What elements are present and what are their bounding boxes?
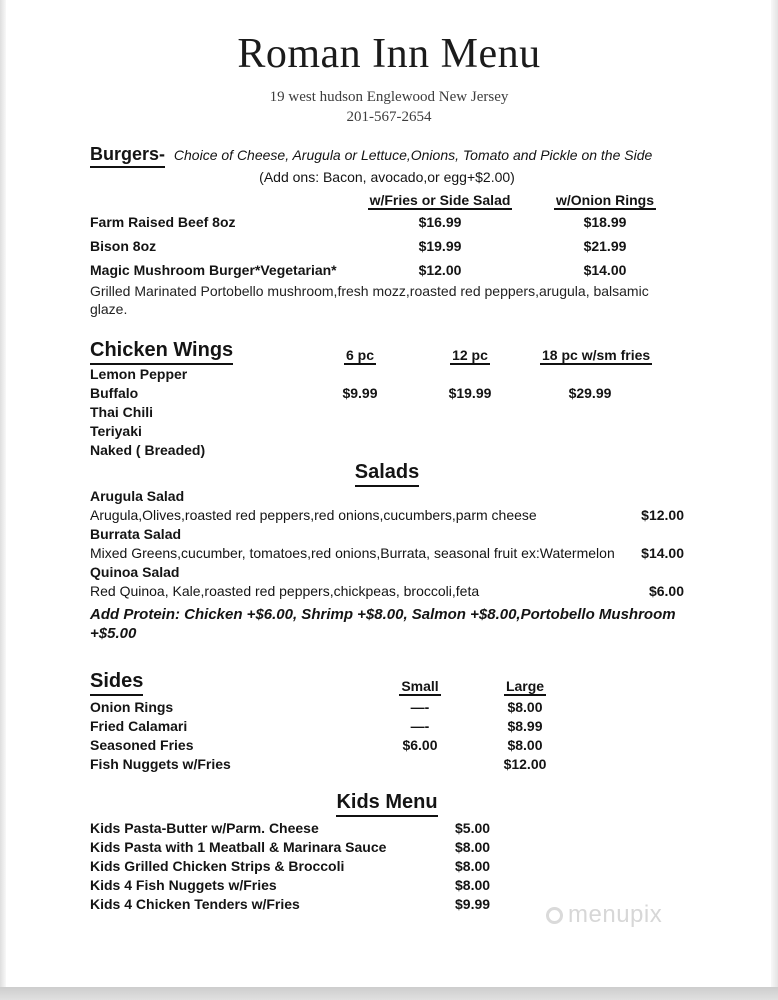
wing-flavor-row (90, 365, 684, 384)
side-item-row (90, 736, 684, 755)
wing-price-18pc: $29.99 (568, 385, 612, 401)
menu-content (0, 143, 778, 914)
wings-header-row (90, 338, 684, 365)
scan-edge-right (771, 0, 778, 987)
section-chicken-wings (90, 338, 684, 460)
section-salads (90, 460, 684, 643)
item-price-fries: $19.99 (418, 238, 462, 254)
side-price-small: —- (410, 699, 430, 715)
kids-item-price: $9.99 (455, 896, 491, 912)
menu-item-row (90, 210, 684, 234)
burgers-table (90, 192, 684, 318)
sides-column-small: Small (401, 678, 439, 694)
salads-heading-row (90, 460, 684, 487)
burgers-column-fries-or-salad: w/Fries or Side Salad (369, 192, 511, 208)
burgers-column-onion-rings: w/Onion Rings (556, 192, 654, 208)
add-protein-note: Add Protein: Chicken +$6.00, Shrimp +$8.00, Salmon +$8.00,Portobello Mushroom +$5.00 (90, 606, 676, 642)
item-price-fries: $16.99 (418, 214, 462, 230)
burgers-column-header-row (90, 192, 684, 210)
side-name: Fried Calamari (90, 718, 188, 734)
side-item-row (90, 698, 684, 717)
kids-item-row (90, 857, 684, 876)
scan-edge-left (0, 0, 6, 987)
item-price-rings: $18.99 (583, 214, 627, 230)
restaurant-title: Roman Inn Menu (237, 31, 541, 77)
item-name: Magic Mushroom Burger*Vegetarian* (90, 262, 337, 278)
section-sides (90, 669, 684, 774)
side-name: Seasoned Fries (90, 737, 194, 753)
side-price-large: $8.00 (507, 737, 543, 753)
kids-item-name: Kids 4 Fish Nuggets w/Fries (90, 877, 277, 893)
sides-column-large: Large (505, 678, 545, 694)
salad-price: $6.00 (648, 583, 684, 599)
side-price-large: $8.99 (507, 718, 543, 734)
burgers-choice-note: Choice of Cheese, Arugula or Lettuce,Onions, Tomato and Pickle on the Side (173, 147, 653, 163)
salad-item (90, 563, 684, 601)
item-price-rings: $14.00 (583, 262, 627, 278)
wing-flavor: Thai Chili (90, 404, 153, 420)
wing-flavor-row (90, 422, 684, 441)
kids-table (90, 819, 684, 914)
side-item-row (90, 755, 684, 774)
salad-price: $14.00 (641, 545, 684, 561)
restaurant-phone: 201-567-2654 (346, 109, 432, 125)
salad-name: Quinoa Salad (90, 564, 180, 580)
salad-description: Mixed Greens,cucumber, tomatoes,red onions,Burrata, seasonal fruit ex:Watermelon (90, 545, 615, 561)
wings-column-6pc: 6 pc (345, 347, 374, 363)
scan-edge-bottom (0, 987, 778, 1000)
kids-item-price: $8.00 (455, 877, 491, 893)
kids-item-price: $8.00 (455, 858, 491, 874)
sides-table (90, 698, 684, 774)
salads-heading: Salads (355, 460, 419, 487)
burgers-headline (90, 143, 684, 168)
salad-name: Burrata Salad (90, 526, 182, 542)
item-description: Grilled Marinated Portobello mushroom,fresh mozz,roasted red peppers,arugula, balsamic glaze. (90, 283, 649, 317)
section-burgers (90, 143, 684, 318)
salad-name: Arugula Salad (90, 488, 185, 504)
kids-item-price: $5.00 (455, 820, 491, 836)
burgers-addons-note: (Add ons: Bacon, avocado,or egg+$2.00) (259, 169, 515, 185)
kids-item-name: Kids 4 Chicken Tenders w/Fries (90, 896, 300, 912)
wings-heading: Chicken Wings (90, 338, 233, 365)
salad-item (90, 487, 684, 525)
side-price-small: $6.00 (402, 737, 438, 753)
sides-heading: Sides (90, 669, 143, 696)
wing-flavor-row (90, 403, 684, 422)
kids-item-price: $8.00 (455, 839, 491, 855)
kids-item-row (90, 819, 684, 838)
kids-heading-row (90, 790, 684, 817)
menupix-watermark (546, 902, 662, 928)
wing-flavor: Naked ( Breaded) (90, 442, 206, 458)
menu-item-row (90, 234, 684, 258)
item-name: Farm Raised Beef 8oz (90, 214, 236, 230)
kids-item-row (90, 876, 684, 895)
kids-menu-heading: Kids Menu (336, 790, 437, 817)
wings-column-12pc: 12 pc (452, 347, 488, 363)
item-price-rings: $21.99 (583, 238, 627, 254)
side-price-large: $8.00 (507, 699, 543, 715)
side-name: Onion Rings (90, 699, 174, 715)
wing-price-12pc: $19.99 (448, 385, 492, 401)
menupix-watermark-text: menupix (568, 901, 663, 928)
side-price-small (360, 755, 480, 774)
item-price-fries: $12.00 (418, 262, 462, 278)
burgers-heading: Burgers- (90, 143, 165, 168)
side-item-row (90, 717, 684, 736)
kids-item-name: Kids Pasta with 1 Meatball & Marinara Sauce (90, 839, 387, 855)
side-name: Fish Nuggets w/Fries (90, 756, 231, 772)
sides-header-row (90, 669, 684, 696)
wing-flavor: Lemon Pepper (90, 366, 188, 382)
salad-price: $12.00 (641, 507, 684, 523)
salad-description: Arugula,Olives,roasted red peppers,red onions,cucumbers,parm cheese (90, 507, 537, 523)
menu-header (0, 0, 778, 126)
salads-list (90, 487, 684, 601)
salad-item (90, 525, 684, 563)
wing-flavor: Buffalo (90, 385, 139, 401)
item-name: Bison 8oz (90, 238, 157, 254)
salad-description: Red Quinoa, Kale,roasted red peppers,chickpeas, broccoli,feta (90, 583, 480, 599)
restaurant-address: 19 west hudson Englewood New Jersey (269, 89, 509, 105)
kids-item-name: Kids Grilled Chicken Strips & Broccoli (90, 858, 345, 874)
section-kids-menu (90, 790, 684, 914)
wing-flavor-row (90, 384, 684, 403)
wing-flavor: Teriyaki (90, 423, 142, 439)
side-price-small: —- (410, 718, 430, 734)
wings-column-18pc: 18 pc w/sm fries (542, 347, 651, 363)
wing-price-6pc: $9.99 (342, 385, 378, 401)
side-price-large: $12.00 (503, 756, 547, 772)
wing-flavor-row (90, 441, 684, 460)
menupix-logo-icon (546, 907, 563, 924)
kids-item-name: Kids Pasta-Butter w/Parm. Cheese (90, 820, 319, 836)
kids-item-row (90, 838, 684, 857)
menu-item-row (90, 258, 684, 282)
